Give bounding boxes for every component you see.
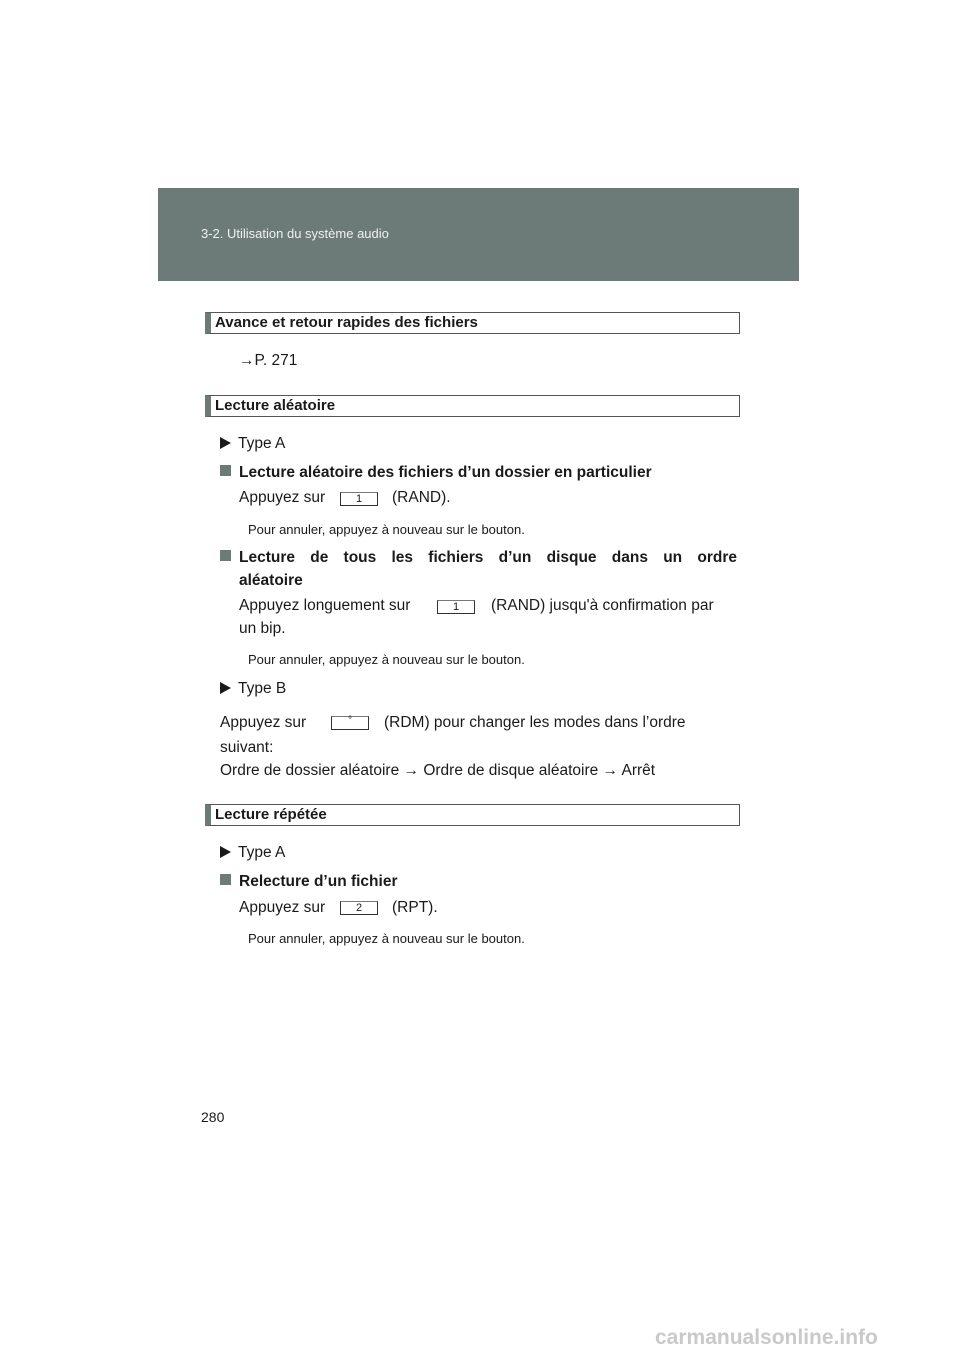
section-heading-random: Lecture aléatoire bbox=[205, 395, 740, 417]
rdm-button-icon: ° bbox=[331, 716, 369, 730]
typeb-mode-order: Ordre de dossier aléatoire → Ordre de disque aléatoire → Arrêt bbox=[220, 762, 656, 779]
watermark: carmanualsonline.info bbox=[655, 1326, 878, 1349]
random-item2-title-cont: aléatoire bbox=[239, 572, 303, 589]
typeb-line2: suivant: bbox=[220, 739, 274, 756]
type-a-label: Type A bbox=[220, 434, 285, 454]
repeat-item1-instruction: Appuyez sur bbox=[239, 899, 326, 916]
repeat-item1-note: Pour annuler, appuyez à nouveau sur le bouton. bbox=[248, 931, 525, 946]
square-bullet-icon bbox=[220, 550, 231, 561]
page-number: 280 bbox=[201, 1109, 225, 1125]
random-item1-instruction: Appuyez sur bbox=[239, 489, 326, 506]
breadcrumb: 3-2. Utilisation du système audio bbox=[201, 226, 389, 241]
square-bullet-icon bbox=[220, 874, 231, 885]
typeb-suffix: (RDM) pour changer les modes dans l’ordre bbox=[384, 714, 686, 731]
button-2-icon: 2 bbox=[340, 901, 378, 915]
arrow-bullet-icon bbox=[220, 846, 231, 858]
button-1-icon: 1 bbox=[437, 600, 475, 614]
random-item2-note: Pour annuler, appuyez à nouveau sur le bouton. bbox=[248, 652, 525, 667]
section-heading-repeat: Lecture répétée bbox=[205, 804, 740, 826]
arrow-bullet-icon bbox=[220, 437, 231, 449]
random-item1-note: Pour annuler, appuyez à nouveau sur le bouton. bbox=[248, 522, 525, 537]
button-1-icon: 1 bbox=[340, 492, 378, 506]
random-item1-suffix: (RAND). bbox=[392, 489, 451, 506]
page-reference-link[interactable]: →P. 271 bbox=[239, 352, 298, 369]
random-item2-suffix: (RAND) jusqu'à confirmation par bbox=[491, 597, 714, 614]
random-item2-line2: un bip. bbox=[239, 620, 286, 637]
type-a-label: Type A bbox=[220, 843, 285, 863]
random-item1-title: Lecture aléatoire des fichiers d’un dossier en particulier bbox=[220, 463, 652, 483]
type-b-label: Type B bbox=[220, 679, 286, 699]
section-heading-fast: Avance et retour rapides des fichiers bbox=[205, 312, 740, 334]
repeat-item1-title: Relecture d’un fichier bbox=[220, 872, 397, 892]
typeb-instruction: Appuyez sur bbox=[220, 714, 307, 731]
random-item2-instruction: Appuyez longuement sur bbox=[239, 597, 411, 614]
arrow-bullet-icon bbox=[220, 682, 231, 694]
repeat-item1-suffix: (RPT). bbox=[392, 899, 438, 916]
random-item2-title: Lecture de tous les fichiers d’un disque dans un ordre bbox=[220, 548, 737, 588]
square-bullet-icon bbox=[220, 465, 231, 476]
